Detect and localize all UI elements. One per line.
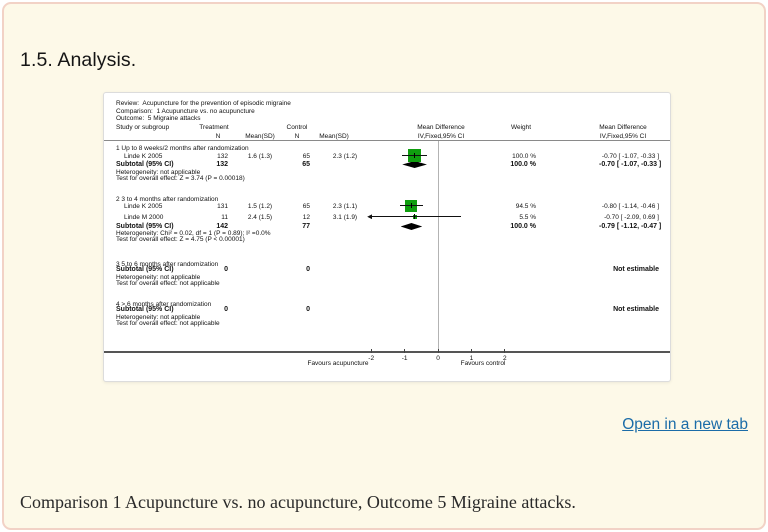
control-n-value: 0 (306, 306, 310, 313)
x-axis-line (104, 351, 670, 353)
analysis-note: Heterogeneity: not applicable (116, 168, 201, 176)
treatment-n-value: 0 (224, 306, 228, 313)
subtotal-label: Subtotal (95% CI) (116, 266, 174, 273)
control-mean-value: 2.3 (1.2) (332, 152, 358, 160)
treatment-n-value: 132 (216, 160, 228, 168)
axis-tick-label: -2 (368, 354, 375, 362)
ci-text-value: -0.79 [ -1.12, -0.47 ] (599, 222, 662, 230)
ci-text-value: -0.70 [ -2.09, 0.69 ] (604, 213, 659, 221)
weight-value: 94.5 % (515, 202, 536, 210)
ci-text-value: Not estimable (613, 266, 659, 273)
subgroup-label: 1 Up to 8 weeks/2 months after randomization (116, 145, 249, 152)
col-header-treatment-n: N (215, 132, 221, 140)
figure-caption: Comparison 1 Acupuncture vs. no acupuncture, Outcome 5 Migraine attacks. (20, 492, 576, 512)
axis-tick (471, 349, 472, 354)
control-n-value: 65 (302, 160, 310, 168)
control-n-value: 65 (302, 152, 310, 160)
weight-value: 100.0 % (510, 160, 536, 168)
subtotal-label: Subtotal (95% CI) (116, 222, 174, 230)
treatment-mean-value: 1.5 (1.2) (247, 202, 273, 210)
axis-tick-label: 1 (469, 354, 474, 362)
col-header-control-n: N (294, 132, 300, 140)
axis-tick-label: 0 (436, 354, 440, 362)
analysis-note: Heterogeneity: not applicable (116, 273, 201, 281)
control-n-value: 12 (302, 213, 310, 221)
comparison-line: Comparison: 1 Acupuncture vs. no acupuncture (116, 107, 255, 115)
analysis-note: Test for overall effect: Z = 3.74 (P = 0.00018) (116, 175, 245, 182)
effect-center-tick (414, 153, 416, 159)
ci-line (371, 216, 461, 217)
review-line: Review: Acupuncture for the prevention of episodic migraine (116, 100, 291, 107)
axis-tick (504, 349, 505, 354)
col-header-control: Control (286, 124, 308, 131)
control-mean-value: 3.1 (1.9) (332, 213, 358, 221)
treatment-mean-value: 2.4 (1.5) (247, 213, 273, 221)
forest-plot (104, 93, 670, 381)
study-label: Linde K 2005 (124, 152, 163, 160)
ci-text-value: -0.70 [ -1.07, -0.33 ] (601, 152, 659, 160)
favours-left-label: Favours acupuncture (307, 360, 369, 367)
analysis-note: Heterogeneity: Chi² = 0.02, df = 1 (P = 0.89); I² =0.0% (116, 229, 271, 237)
analysis-note: Test for overall effect: Z = 4.75 (P < 0.00001) (116, 236, 245, 243)
treatment-n-value: 142 (216, 222, 228, 230)
axis-tick (438, 349, 439, 354)
page-container (2, 2, 766, 530)
analysis-note: Test for overall effect: not applicable (116, 319, 220, 327)
open-new-tab-link[interactable]: Open in a new tab (622, 416, 748, 433)
subgroup-label: 4 > 6 months after randomization (116, 300, 212, 308)
axis-tick (371, 349, 372, 354)
study-label: Linde K 2005 (124, 202, 163, 210)
ci-text-value: Not estimable (613, 306, 659, 313)
analysis-note: Heterogeneity: not applicable (116, 313, 201, 321)
study-label: Linde M 2000 (124, 213, 164, 221)
subgroup-label: 3 5 to 6 months after randomization (116, 260, 219, 268)
ci-text-value: -0.80 [ -1.14, -0.46 ] (601, 202, 659, 210)
zero-effect-line (438, 141, 439, 351)
control-n-value: 65 (302, 202, 310, 210)
ci-text-value: -0.70 [ -1.07, -0.33 ] (599, 160, 662, 168)
treatment-n-value: 0 (224, 266, 228, 273)
subgroup-label: 2 3 to 4 months after randomization (116, 196, 219, 203)
effect-center-tick (411, 203, 413, 209)
analysis-panel (103, 92, 671, 382)
outcome-line: Outcome: 5 Migraine attacks (116, 115, 201, 122)
col-header-md-plot: Mean Difference (417, 124, 465, 131)
favours-right-label: Favours control (460, 360, 506, 367)
weight-value: 100.0 % (512, 152, 536, 160)
subtotal-diamond (401, 223, 423, 230)
col-header-md-text: Mean Difference (599, 124, 647, 131)
col-header-weight: Weight (510, 124, 532, 131)
col-header-iv-text: IV,Fixed,95% CI (599, 132, 647, 140)
page-title: 1.5. Analysis. (20, 49, 137, 72)
treatment-n-value: 132 (217, 152, 228, 160)
analysis-note: Test for overall effect: not applicable (116, 279, 220, 287)
treatment-n-value: 131 (217, 202, 228, 210)
weight-value: 5.5 % (519, 213, 536, 221)
axis-tick-label: -1 (401, 354, 408, 362)
col-header-iv-plot: IV,Fixed,95% CI (417, 132, 465, 140)
control-mean-value: 2.3 (1.1) (332, 202, 358, 210)
axis-tick-label: 2 (502, 354, 507, 362)
effect-center-tick (414, 214, 416, 220)
subtotal-label: Subtotal (95% CI) (116, 160, 174, 168)
treatment-mean-value: 1.6 (1.3) (247, 152, 273, 160)
col-header-treatment-mean: Mean(SD) (245, 132, 275, 140)
col-header-control-mean: Mean(SD) (319, 132, 349, 140)
control-n-value: 77 (302, 222, 310, 230)
weight-value: 100.0 % (510, 222, 536, 230)
col-header-treatment: Treatment (199, 124, 229, 131)
treatment-n-value: 11 (221, 213, 228, 221)
subtotal-label: Subtotal (95% CI) (116, 306, 174, 313)
col-header-study: Study or subgroup (116, 124, 170, 131)
control-n-value: 0 (306, 266, 310, 273)
axis-tick (404, 349, 405, 354)
